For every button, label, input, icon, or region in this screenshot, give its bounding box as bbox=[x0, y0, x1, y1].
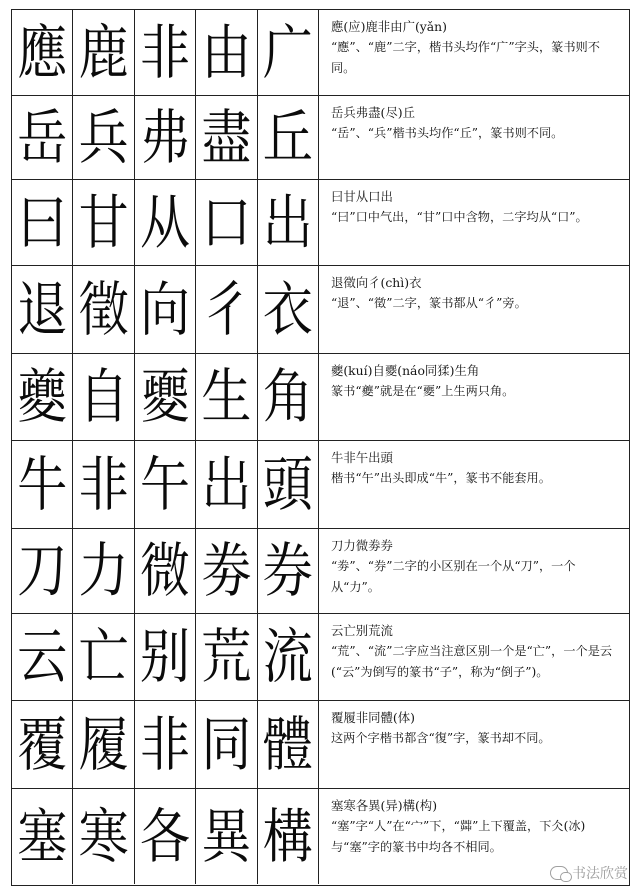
seal-glyph: 盡 bbox=[201, 103, 252, 172]
seal-glyph: 亡 bbox=[78, 622, 129, 692]
seal-glyph-cell bbox=[73, 701, 134, 788]
seal-glyph-cell bbox=[135, 441, 196, 528]
seal-glyph-cell bbox=[258, 354, 319, 440]
row-explanation: 这两个字楷书都含“復”字，篆书却不同。 bbox=[330, 731, 551, 745]
seal-glyph-cell bbox=[73, 529, 134, 613]
seal-glyph: 頭 bbox=[262, 450, 313, 519]
seal-glyph-cell bbox=[135, 10, 196, 95]
wechat-icon bbox=[550, 866, 568, 880]
seal-glyph-cell bbox=[196, 441, 257, 528]
seal-glyph-cell bbox=[135, 789, 196, 884]
seal-glyph: 出 bbox=[201, 450, 252, 519]
row-title: 塞寒各異(异)構(构) bbox=[330, 798, 438, 813]
seal-glyph: 岳 bbox=[17, 103, 68, 172]
seal-glyph: 體 bbox=[262, 710, 313, 779]
seal-glyph: 从 bbox=[139, 188, 190, 257]
seal-glyph-cell bbox=[258, 10, 319, 95]
seal-glyph: 寒 bbox=[78, 802, 129, 871]
seal-glyph-cell bbox=[258, 266, 319, 353]
seal-glyph-cell bbox=[258, 96, 319, 179]
seal-glyph-cell bbox=[12, 529, 73, 613]
seal-glyph: 甘 bbox=[78, 188, 129, 257]
seal-glyph: 刀 bbox=[17, 536, 68, 606]
comparison-table bbox=[11, 9, 630, 886]
seal-glyph: 構 bbox=[262, 802, 313, 871]
explanation-cell bbox=[319, 701, 629, 788]
seal-glyph: 夔 bbox=[17, 362, 68, 432]
seal-glyph: 衣 bbox=[262, 275, 313, 344]
seal-glyph: 口 bbox=[201, 188, 252, 257]
seal-glyph: 券 bbox=[262, 536, 313, 606]
row-title: 刀力微劵券 bbox=[330, 538, 393, 553]
explanation-cell bbox=[319, 96, 629, 179]
seal-glyph-cell bbox=[258, 180, 319, 265]
seal-glyph-cell bbox=[196, 701, 257, 788]
explanation-cell bbox=[319, 180, 629, 265]
row-title: 覆履非同體(体) bbox=[330, 710, 415, 725]
seal-glyph: 生 bbox=[201, 362, 252, 432]
seal-glyph: 夒 bbox=[139, 362, 190, 432]
explanation-cell bbox=[319, 266, 629, 353]
seal-glyph: 鹿 bbox=[78, 18, 129, 87]
seal-glyph: 異 bbox=[201, 802, 252, 871]
explanation-cell bbox=[319, 354, 629, 440]
table-row bbox=[12, 441, 629, 529]
seal-glyph-cell bbox=[73, 266, 134, 353]
seal-glyph-cell bbox=[196, 96, 257, 179]
row-explanation: “曰”口中气出，“甘”口中含物，二字均从“口”。 bbox=[330, 210, 588, 224]
table-row bbox=[12, 96, 629, 180]
seal-glyph-cell bbox=[135, 354, 196, 440]
seal-glyph-cell bbox=[258, 529, 319, 613]
seal-glyph-cell bbox=[258, 701, 319, 788]
seal-glyph-cell bbox=[135, 96, 196, 179]
seal-glyph-cell bbox=[196, 614, 257, 700]
seal-glyph: 徵 bbox=[78, 275, 129, 344]
seal-glyph-cell bbox=[12, 96, 73, 179]
explanation-cell bbox=[319, 614, 629, 700]
seal-glyph: 别 bbox=[139, 622, 190, 692]
table-row bbox=[12, 354, 629, 441]
seal-glyph-cell bbox=[12, 266, 73, 353]
seal-glyph-cell bbox=[135, 614, 196, 700]
seal-glyph-cell bbox=[135, 701, 196, 788]
seal-glyph-cell bbox=[73, 614, 134, 700]
seal-glyph-cell bbox=[258, 441, 319, 528]
seal-glyph: 非 bbox=[139, 710, 190, 779]
seal-glyph: 荒 bbox=[201, 622, 252, 692]
seal-glyph: 非 bbox=[139, 18, 190, 87]
seal-glyph: 應 bbox=[17, 18, 68, 87]
seal-glyph: 弗 bbox=[139, 103, 190, 172]
seal-glyph: 彳 bbox=[201, 275, 252, 344]
row-title: 曰甘从口出 bbox=[330, 189, 393, 204]
seal-glyph-cell bbox=[258, 614, 319, 700]
seal-glyph-cell bbox=[196, 10, 257, 95]
table-row bbox=[12, 266, 629, 354]
row-explanation: 篆书“夔”就是在“夒”上生两只角。 bbox=[330, 384, 515, 398]
seal-glyph: 牛 bbox=[17, 450, 68, 519]
row-explanation: “應”、“鹿”二字，楷书头均作“广”字头，篆书则不同。 bbox=[330, 40, 600, 75]
watermark bbox=[550, 863, 628, 883]
seal-glyph: 出 bbox=[262, 188, 313, 257]
seal-glyph: 角 bbox=[262, 362, 313, 432]
seal-glyph: 流 bbox=[262, 622, 313, 692]
seal-glyph: 同 bbox=[201, 710, 252, 779]
row-explanation: 楷书“午”出头即成“牛”，篆书不能套用。 bbox=[330, 471, 551, 485]
seal-glyph: 自 bbox=[78, 362, 129, 432]
seal-glyph: 曰 bbox=[17, 188, 68, 257]
explanation-cell bbox=[319, 441, 629, 528]
table-row bbox=[12, 614, 629, 701]
seal-glyph: 退 bbox=[17, 275, 68, 344]
row-explanation: “劵”、“券”二字的小区别在一个从“刀”，一个从“力”。 bbox=[330, 559, 576, 594]
seal-glyph-cell bbox=[12, 789, 73, 884]
seal-glyph-cell bbox=[135, 180, 196, 265]
seal-glyph: 云 bbox=[17, 622, 68, 692]
seal-glyph-cell bbox=[12, 614, 73, 700]
seal-glyph: 覆 bbox=[17, 710, 68, 779]
explanation-cell bbox=[319, 10, 629, 95]
row-explanation: “岳”、“兵”楷书头均作“丘”，篆书则不同。 bbox=[330, 126, 564, 140]
seal-glyph-cell bbox=[258, 789, 319, 884]
seal-glyph: 丘 bbox=[262, 103, 313, 172]
row-explanation: “退”、“徵”二字，篆书都从“彳”旁。 bbox=[330, 296, 527, 310]
seal-glyph-cell bbox=[196, 266, 257, 353]
seal-glyph: 塞 bbox=[17, 802, 68, 871]
seal-glyph-cell bbox=[12, 180, 73, 265]
table-row bbox=[12, 10, 629, 96]
seal-glyph-cell bbox=[73, 10, 134, 95]
table-row bbox=[12, 529, 629, 614]
seal-glyph-cell bbox=[196, 354, 257, 440]
row-explanation: “荒”、“流”二字应当注意区别一个是“亡”，一个是云(“云”为倒写的篆书“子”，称为“倒子”)。 bbox=[330, 644, 613, 679]
seal-glyph-cell bbox=[196, 529, 257, 613]
seal-glyph: 兵 bbox=[78, 103, 129, 172]
seal-glyph-cell bbox=[73, 354, 134, 440]
row-title: 岳兵弗盡(尽)丘 bbox=[330, 105, 415, 120]
seal-glyph-cell bbox=[12, 441, 73, 528]
row-title: 牛非午出頭 bbox=[330, 450, 393, 465]
row-title: 應(应)鹿非由广(yǎn) bbox=[330, 19, 448, 34]
seal-glyph: 各 bbox=[139, 802, 190, 871]
seal-glyph-cell bbox=[12, 10, 73, 95]
seal-glyph: 广 bbox=[262, 18, 313, 87]
seal-glyph: 由 bbox=[201, 18, 252, 87]
seal-glyph-cell bbox=[73, 96, 134, 179]
seal-glyph-cell bbox=[73, 789, 134, 884]
seal-glyph: 微 bbox=[139, 536, 190, 606]
seal-glyph-cell bbox=[135, 529, 196, 613]
seal-glyph-cell bbox=[135, 266, 196, 353]
table-row bbox=[12, 701, 629, 789]
row-title: 退徵向彳(chì)衣 bbox=[330, 275, 422, 290]
explanation-cell bbox=[319, 529, 629, 613]
seal-glyph: 劵 bbox=[201, 536, 252, 606]
table-row bbox=[12, 180, 629, 266]
seal-glyph-cell bbox=[196, 180, 257, 265]
seal-glyph: 向 bbox=[139, 275, 190, 344]
watermark-text: 书法欣赏 bbox=[572, 866, 628, 882]
row-title: 夔(kuí)自夒(náo同猱)生角 bbox=[330, 363, 480, 378]
seal-glyph: 履 bbox=[78, 710, 129, 779]
table-row bbox=[12, 789, 629, 884]
seal-glyph-cell bbox=[73, 180, 134, 265]
seal-glyph-cell bbox=[196, 789, 257, 884]
row-title: 云亡别荒流 bbox=[330, 623, 393, 638]
seal-glyph: 午 bbox=[139, 450, 190, 519]
seal-glyph-cell bbox=[12, 354, 73, 440]
seal-glyph: 非 bbox=[78, 450, 129, 519]
seal-glyph: 力 bbox=[78, 536, 129, 606]
seal-glyph-cell bbox=[73, 441, 134, 528]
seal-glyph-cell bbox=[12, 701, 73, 788]
row-explanation: “塞”字“人”在“宀”下，“茻”上下覆盖，下仌(冰)与“塞”字的篆书中均各不相同。 bbox=[330, 819, 586, 854]
